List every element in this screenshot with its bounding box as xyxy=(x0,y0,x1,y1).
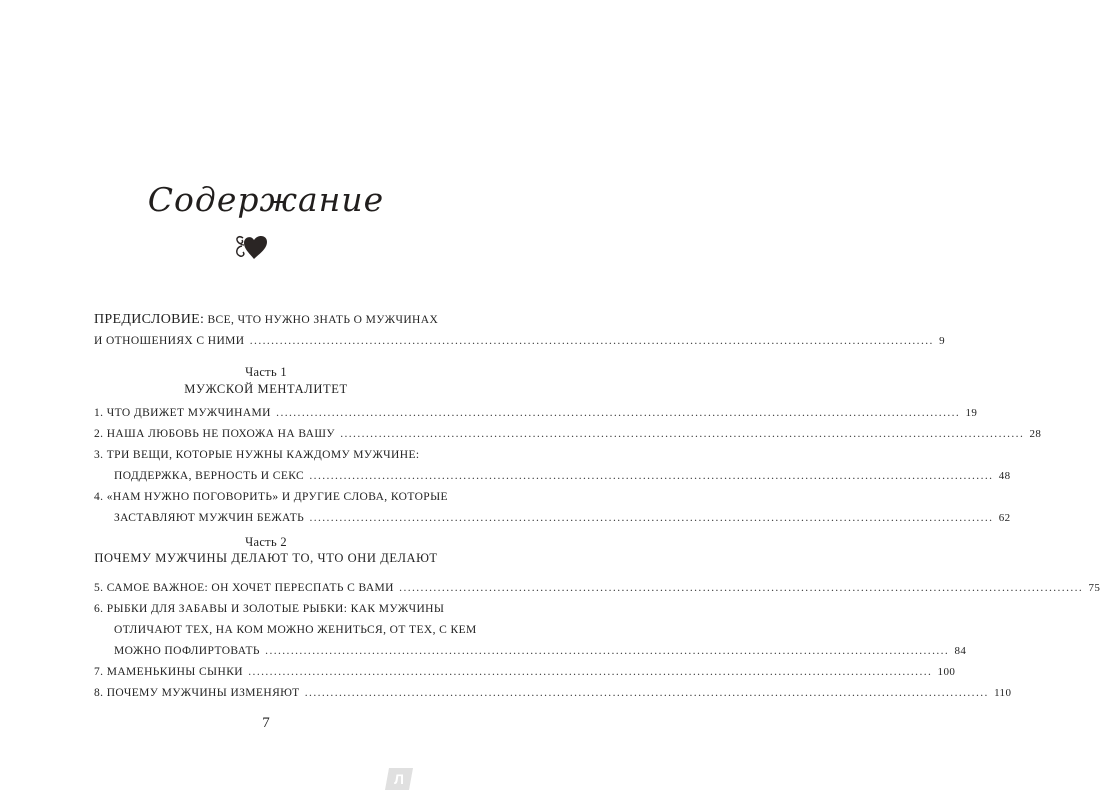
toc-entry-chapter-6[interactable] xyxy=(94,599,967,662)
page-ref: 100 xyxy=(937,666,956,678)
chapter-title: САМОЕ ВАЖНОЕ: ОН ХОЧЕТ ПЕРЕСПАТЬ С ВАМИ xyxy=(106,582,394,594)
chapter-number: 1. xyxy=(94,407,104,419)
page-ref: 9 xyxy=(939,335,945,347)
chapter-title: «НАМ НУЖНО ПОГОВОРИТЬ» И ДРУГИЕ СЛОВА, КОТОРЫЕ xyxy=(106,491,448,503)
ornament-heart-icon xyxy=(232,232,270,262)
page-ref: 84 xyxy=(954,645,967,657)
chapter-title-cont: ПОДДЕРЖКА, ВЕРНОСТЬ И СЕКС xyxy=(114,470,305,482)
toc-entry-chapter-5[interactable] xyxy=(94,578,1100,599)
leader-dots xyxy=(250,335,934,347)
chapter-number: 3. xyxy=(94,449,104,461)
chapter-title: ПОЧЕМУ МУЖЧИНЫ ИЗМЕНЯЮТ xyxy=(106,687,300,699)
leader-dots xyxy=(265,645,949,657)
page-ref: 110 xyxy=(994,687,1012,699)
chapter-number: 2. xyxy=(94,428,104,440)
part-label: Часть 1 xyxy=(245,365,287,379)
chapter-title: ТРИ ВЕЩИ, КОТОРЫЕ НУЖНЫ КАЖДОМУ МУЖЧИНЕ: xyxy=(106,449,420,461)
toc-entry-chapter-7[interactable] xyxy=(94,662,956,683)
chapter-title-cont: ЗАСТАВЛЯЮТ МУЖЧИН БЕЖАТЬ xyxy=(114,512,305,524)
toc-entry-chapter-8[interactable] xyxy=(94,683,1012,704)
chapter-title: НАША ЛЮБОВЬ НЕ ПОХОЖА НА ВАШУ xyxy=(106,428,335,440)
chapter-number: 6. xyxy=(94,603,104,615)
part-label: Часть 2 xyxy=(245,535,287,549)
page-ref: 62 xyxy=(998,512,1011,524)
chapter-number: 8. xyxy=(94,687,104,699)
page-title: Содержание xyxy=(147,180,385,219)
chapter-title: МАМЕНЬКИНЫ СЫНКИ xyxy=(106,666,243,678)
toc-entry-chapter-4[interactable] xyxy=(94,487,1011,529)
chapter-title: ЧТО ДВИЖЕТ МУЖЧИНАМИ xyxy=(106,407,271,419)
preface-title-part1: ВСЕ, ЧТО НУЖНО ЗНАТЬ О МУЖЧИНАХ xyxy=(207,314,439,326)
chapter-number: 5. xyxy=(94,582,104,594)
logo-letter: Л xyxy=(394,771,404,787)
chapter-number: 4. xyxy=(94,491,104,503)
part-title: МУЖСКОЙ МЕНТАЛИТЕТ xyxy=(184,382,348,396)
toc-entry-chapter-1[interactable] xyxy=(94,403,978,424)
page-ref: 75 xyxy=(1088,582,1100,594)
chapter-title: РЫБКИ ДЛЯ ЗАБАВЫ И ЗОЛОТЫЕ РЫБКИ: КАК МУЖЧИНЫ xyxy=(106,603,445,615)
page-ref: 48 xyxy=(998,470,1011,482)
toc-entry-preface[interactable] xyxy=(94,309,945,352)
leader-dots xyxy=(248,666,932,678)
chapter-number: 7. xyxy=(94,666,104,678)
toc-entry-chapter-3[interactable] xyxy=(94,445,1011,487)
preface-title-part2: И ОТНОШЕНИЯХ С НИМИ xyxy=(94,335,245,347)
leader-dots xyxy=(399,582,1083,594)
page-number: 7 xyxy=(262,715,270,731)
page-ref: 28 xyxy=(1029,428,1042,440)
preface-lead: ПРЕДИСЛОВИЕ: xyxy=(94,312,205,327)
chapter-title-cont: МОЖНО ПОФЛИРТОВАТЬ xyxy=(114,645,260,657)
toc-entry-chapter-2[interactable] xyxy=(94,424,1042,445)
leader-dots xyxy=(305,687,989,699)
leader-dots xyxy=(276,407,960,419)
page-ref: 19 xyxy=(965,407,978,419)
part-title: ПОЧЕМУ МУЖЧИНЫ ДЕЛАЮТ ТО, ЧТО ОНИ ДЕЛАЮТ xyxy=(94,551,438,565)
publisher-logo-icon xyxy=(385,768,413,790)
leader-dots xyxy=(340,428,1024,440)
leader-dots xyxy=(309,512,993,524)
leader-dots xyxy=(309,470,993,482)
chapter-title-cont: ОТЛИЧАЮТ ТЕХ, НА КОМ МОЖНО ЖЕНИТЬСЯ, ОТ ТЕХ, С КЕМ xyxy=(114,624,477,636)
